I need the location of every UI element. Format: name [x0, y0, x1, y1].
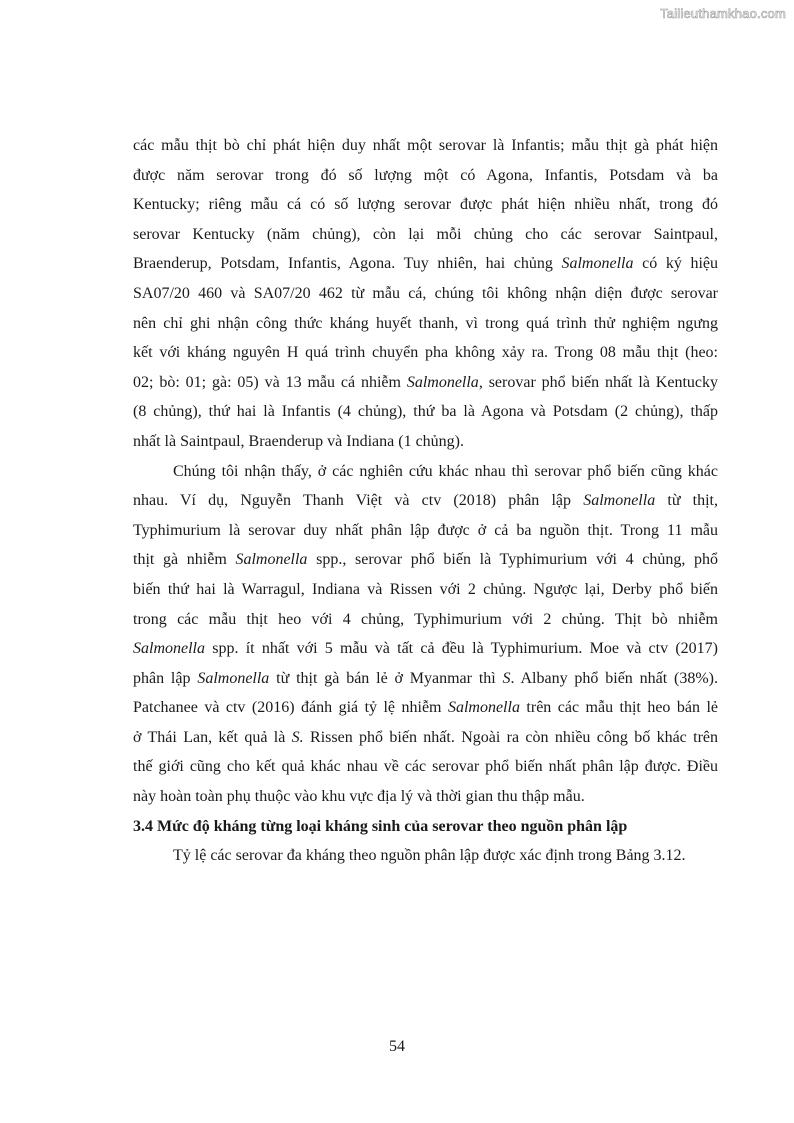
- page-number: 54: [389, 1038, 405, 1055]
- text-run: nên chỉ ghi nhận công thức kháng huyết thanh, vì trong quá trình thử nghiệm ngưng: [133, 314, 718, 332]
- text-run: Rissen phổ biến nhất. Ngoài ra còn nhiều công bố khác trên: [303, 728, 719, 746]
- text-line: [133, 664, 718, 694]
- text-line: [133, 309, 718, 339]
- text-run: (8 chủng), thứ hai là Infantis (4 chủng), thứ ba là Agona và Potsdam (2 chủng), thấp: [133, 403, 718, 421]
- text-line: [133, 368, 718, 398]
- text-line: [133, 249, 718, 279]
- italic-term: Salmonella: [406, 373, 479, 391]
- text-run: spp., serovar phổ biến là Typhimurium với 4 chủng, phổ: [307, 551, 718, 569]
- italic-term: Salmonella: [197, 669, 270, 687]
- text-line: [133, 427, 718, 457]
- text-line: [133, 723, 718, 753]
- text-line: [133, 338, 718, 368]
- text-run: thế giới cũng cho kết quả khác nhau về các serovar phổ biến nhất phân lập được. Điều: [133, 758, 718, 776]
- text-run: biến thứ hai là Warragul, Indiana và Rissen với 2 chủng. Ngược lại, Derby phổ biến: [133, 580, 718, 598]
- text-run: Kentucky; riêng mẫu cá có số lượng serovar được phát hiện nhiều nhất, trong đó: [133, 196, 718, 214]
- text-line: [133, 605, 718, 635]
- text-run: SA07/20 460 và SA07/20 462 từ mẫu cá, chúng tôi không nhận diện được serovar: [133, 284, 718, 302]
- text-run: , serovar phổ biến nhất là Kentucky: [478, 373, 718, 391]
- text-line: [133, 220, 718, 250]
- text-run: Patchanee và ctv (2016) đánh giá tỷ lệ nhiễm: [133, 699, 448, 717]
- page-body: [133, 131, 718, 871]
- text-line: [133, 693, 718, 723]
- text-run: 02; bò: 01; gà: 05) và 13 mẫu cá nhiễm: [133, 373, 407, 391]
- text-run: trong các mẫu thịt heo với 4 chủng, Typhimurium với 2 chủng. Thịt bò nhiễm: [133, 610, 718, 628]
- paragraph-serovar-comparison: [133, 457, 718, 812]
- text-run: kết với kháng nguyên H quá trình chuyển pha không xảy ra. Trong 08 mẫu thịt (heo:: [133, 344, 718, 362]
- italic-term: Salmonella: [561, 255, 634, 273]
- italic-term: S.: [291, 728, 304, 746]
- text-line: [133, 782, 718, 812]
- italic-term: Salmonella: [235, 551, 308, 569]
- text-run: Braenderup, Potsdam, Infantis, Agona. Tuy nhiên, hai chủng: [133, 255, 562, 273]
- text-run: từ thịt,: [655, 492, 718, 510]
- text-run: Chúng tôi nhận thấy, ở các nghiên cứu khác nhau thì serovar phổ biến cũng khác: [173, 462, 718, 480]
- text-line: [133, 397, 718, 427]
- text-run: các mẫu thịt bò chỉ phát hiện duy nhất một serovar là Infantis; mẫu thịt gà phát hiện: [133, 137, 718, 154]
- italic-term: S: [502, 669, 511, 687]
- text-run: Typhimurium là serovar duy nhất phân lập được ở cả ba nguồn thịt. Trong 11 mẫu: [133, 521, 718, 539]
- text-run: phân lập: [133, 669, 198, 687]
- text-run: trên các mẫu thịt heo bán lẻ: [519, 699, 718, 717]
- text-run: có ký hiệu: [633, 255, 718, 273]
- text-run: nhất là Saintpaul, Braenderup và Indiana (1 chủng).: [133, 432, 464, 450]
- text-line: [133, 486, 718, 516]
- text-run: thịt gà nhiễm: [133, 551, 236, 569]
- text-run: được năm serovar trong đó số lượng một có Agona, Infantis, Potsdam và ba: [133, 166, 718, 184]
- closing-sentence: Tỷ lệ các serovar đa kháng theo nguồn phân lập được xác định trong Bảng 3.12.: [173, 847, 686, 865]
- text-line: [133, 190, 718, 220]
- text-line: [133, 752, 718, 782]
- text-run: ở Thái Lan, kết quả là: [133, 728, 292, 746]
- italic-term: Salmonella: [447, 699, 520, 717]
- text-line: [133, 161, 718, 191]
- italic-term: Salmonella: [133, 640, 205, 658]
- text-line: [133, 516, 718, 546]
- text-line: [133, 545, 718, 575]
- text-run: này hoàn toàn phụ thuộc vào khu vực địa lý và thời gian thu thập mẫu.: [133, 788, 585, 806]
- text-line: [133, 279, 718, 309]
- text-run: . Albany phổ biến nhất (38%).: [510, 669, 718, 687]
- text-run: từ thịt gà bán lẻ ở Myanmar thì: [269, 669, 503, 687]
- italic-term: Salmonella: [583, 492, 656, 510]
- text-line: [133, 457, 718, 487]
- text-run: nhau. Ví dụ, Nguyễn Thanh Việt và ctv (2018) phân lập: [133, 492, 584, 510]
- text-line: [133, 131, 718, 161]
- section-heading: 3.4 Mức độ kháng từng loại kháng sinh của serovar theo nguồn phân lập: [133, 817, 628, 835]
- text-run: spp. ít nhất với 5 mẫu và tất cả đều là Typhimurium. Moe và ctv (2017): [205, 640, 718, 658]
- text-run: serovar Kentucky (năm chủng), còn lại mỗi chủng cho các serovar Saintpaul,: [133, 225, 718, 243]
- watermark: Tailieuthamkhao.com: [660, 6, 786, 21]
- text-line: [133, 634, 718, 664]
- paragraph-serovar-results: [133, 131, 718, 457]
- text-line: [133, 575, 718, 605]
